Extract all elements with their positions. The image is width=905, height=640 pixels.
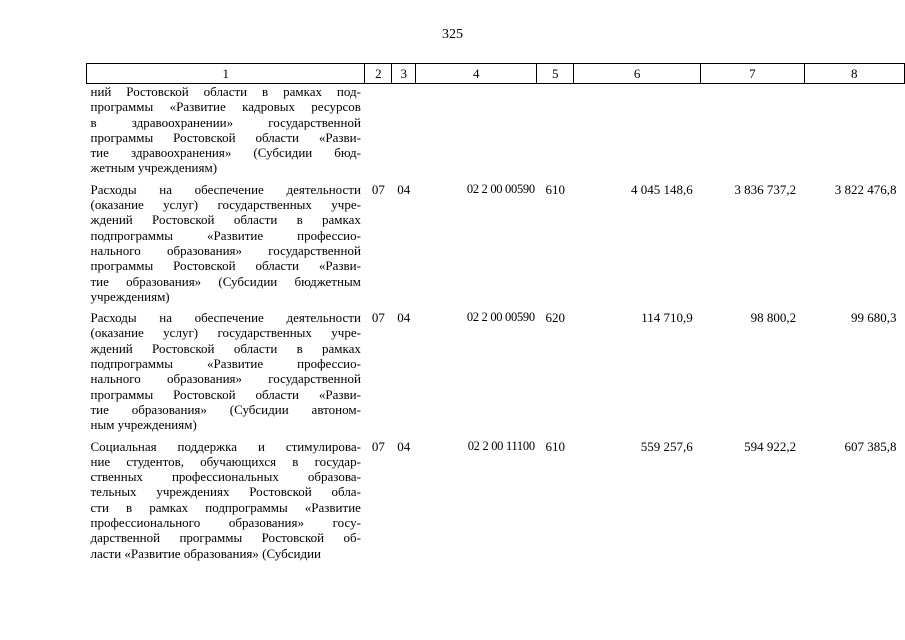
description-line: ждений Ростовской области в рамках <box>90 212 361 228</box>
amount-year-3: 607 385,8 <box>844 438 897 454</box>
section-code <box>365 84 392 182</box>
column-header: 1 <box>87 64 365 84</box>
description-line: дарственной программы Ростовской об- <box>90 530 361 546</box>
expense-type-code: 610 <box>545 181 565 197</box>
description-line: Расходы на обеспечение деятельности <box>90 310 361 326</box>
column-header: 8 <box>804 64 904 84</box>
amount-year-3: 3 822 476,8 <box>834 181 897 197</box>
description-line: Расходы на обеспечение деятельности <box>90 181 361 197</box>
amount-year-2: 594 922,2 <box>744 438 797 454</box>
row-description <box>87 182 365 310</box>
description-line: ласти «Развитие образования» (Субсидии <box>90 545 322 561</box>
amount-year-1 <box>574 84 701 182</box>
table-row <box>87 310 905 438</box>
description-line: тие образования» (Субсидии автоном- <box>90 401 361 417</box>
amount-year-2: 3 836 737,2 <box>734 181 797 197</box>
column-header: 6 <box>574 64 701 84</box>
table-row <box>87 84 905 182</box>
expense-type-code: 620 <box>545 310 565 326</box>
description-line: ным учреждениям) <box>90 417 197 433</box>
description-line: ние студентов, обучающихся в государ- <box>90 453 361 469</box>
amount-year-2: 98 800,2 <box>750 310 797 326</box>
target-article-code <box>416 84 537 182</box>
amount-year-1: 4 045 148,6 <box>630 181 693 197</box>
description-line: тельных учреждениях Ростовской обла- <box>90 484 361 500</box>
description-line: нального образования» государственной <box>90 242 361 258</box>
target-article-code: 02 2 00 00590 <box>466 181 535 196</box>
description-line: ний Ростовской области в рамках под- <box>90 84 361 99</box>
row-description <box>87 84 365 182</box>
table-row <box>87 439 905 567</box>
expense-type-code: 610 <box>545 438 565 454</box>
description-line: учреждениям) <box>90 288 170 304</box>
description-line: нального образования» государственной <box>90 371 361 387</box>
amount-year-3 <box>804 84 904 182</box>
column-header: 2 <box>365 64 392 84</box>
section-code: 07 <box>371 310 385 326</box>
amount-year-1: 114 710,9 <box>641 310 693 326</box>
amount-year-3: 99 680,3 <box>851 310 897 326</box>
subsection-code: 04 <box>397 310 411 326</box>
column-header: 7 <box>701 64 804 84</box>
row-description <box>87 439 365 567</box>
description-line: тие здравоохранения» (Субсидии бюд- <box>90 145 361 161</box>
table-header-row <box>87 64 905 84</box>
subsection-code <box>392 84 416 182</box>
description-line: (оказание услуг) государственных учре- <box>90 197 361 213</box>
budget-table <box>86 63 905 567</box>
amount-year-1: 559 257,6 <box>640 438 693 454</box>
section-code: 07 <box>371 438 385 454</box>
description-line: программы Ростовской области «Разви- <box>90 386 361 402</box>
description-line: ждений Ростовской области в рамках <box>90 340 361 356</box>
description-line: подпрограммы «Развитие профессио- <box>90 356 361 372</box>
column-header: 4 <box>416 64 537 84</box>
description-line: Социальная поддержка и стимулирова- <box>90 438 361 454</box>
description-line: профессионального образования» госу- <box>90 515 361 531</box>
column-header: 5 <box>537 64 574 84</box>
description-line: ственных профессиональных образова- <box>90 469 361 485</box>
description-line: сти в рамках подпрограммы «Развитие <box>90 499 361 515</box>
description-line: (оказание услуг) государственных учре- <box>90 325 361 341</box>
description-line: программы Ростовской области «Разви- <box>90 258 361 274</box>
amount-year-2 <box>701 84 804 182</box>
description-line: жетным учреждениям) <box>90 160 218 176</box>
description-line: подпрограммы «Развитие профессио- <box>90 227 361 243</box>
subsection-code: 04 <box>397 181 411 197</box>
subsection-code: 04 <box>397 438 411 454</box>
section-code: 07 <box>371 181 385 197</box>
description-line: тие образования» (Субсидии бюджетным <box>90 273 361 289</box>
description-line: в здравоохранении» государственной <box>90 114 361 130</box>
description-line: программы «Развитие кадровых ресурсов <box>90 99 361 115</box>
row-description <box>87 310 365 438</box>
column-header: 3 <box>392 64 416 84</box>
target-article-code: 02 2 00 11100 <box>467 438 535 453</box>
page-number: 325 <box>442 27 463 42</box>
table-row <box>87 182 905 310</box>
description-line: программы Ростовской области «Разви- <box>90 129 361 145</box>
target-article-code: 02 2 00 00590 <box>466 310 535 325</box>
expense-type-code <box>537 84 574 182</box>
